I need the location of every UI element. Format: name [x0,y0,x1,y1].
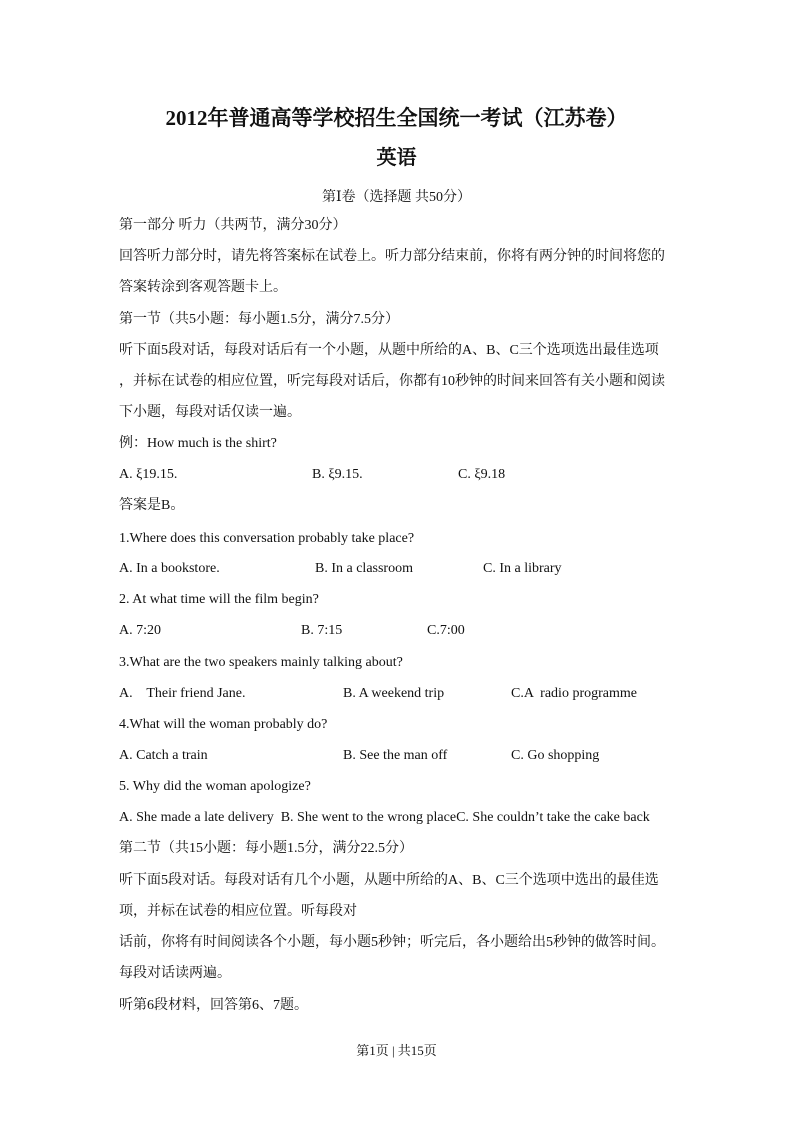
question-3: 3.What are the two speakers mainly talking about? [119,655,403,670]
question-5-options: A. She made a late delivery B. She went to the wrong placeC. She couldn’t take the cake back [119,810,650,825]
instruction-line: 答案转涂到客观答题卡上。 [119,280,287,295]
section1-heading: 第一节（共5小题：每小题1.5分，满分7.5分） [119,312,399,327]
question-2: 2. At what time will the film begin? [119,592,319,607]
option-a: A. ξ19.15. [119,467,178,482]
part1-heading: 第一部分 听力（共两节，满分30分） [119,218,347,233]
section2-heading: 第二节（共15小题：每小题1.5分，满分22.5分） [119,841,413,856]
instruction-line: 回答听力部分时，请先将答案标在试卷上。听力部分结束前，你将有两分钟的时间将您的 [119,249,665,264]
instruction-line: 话前，你将有时间阅读各个小题，每小题5秒钟；听完后，各小题给出5秒钟的做答时间。 [119,935,665,950]
instruction-line: 听下面5段对话，每段对话后有一个小题，从题中所给的A、B、C三个选项选出最佳选项 [119,343,659,358]
option-b: B. ξ9.15. [312,467,363,482]
subject-title: 英语 [376,147,417,169]
option-c: C. In a library [483,561,562,576]
question-1: 1.Where does this conversation probably take place? [119,531,415,546]
instruction-line: 听下面5段对话。每段对话有几个小题，从题中所给的A、B、C三个选项中选出的最佳选 [119,873,659,888]
option-a: A. 7:20 [119,623,161,638]
instruction-line: 下小题，每段对话仅读一遍。 [119,405,301,420]
option-b: B. See the man off [343,748,448,763]
option-a: A. In a bookstore. [119,561,220,576]
option-a: A. Their friend Jane. [119,686,246,701]
option-c: C.A radio programme [511,686,637,701]
question-4: 4.What will the woman probably do? [119,717,328,732]
question-5: 5. Why did the woman apologize? [119,779,311,794]
option-c: C. ξ9.18 [458,467,506,482]
option-c: C.7:00 [427,623,465,638]
example-answer: 答案是B。 [119,498,185,513]
instruction-line: 项，并标在试卷的相应位置。听每段对 [119,904,357,919]
instruction-line: 每段对话读两遍。 [119,966,231,981]
option-c: C. Go shopping [511,748,600,763]
option-b: B. 7:15 [301,623,343,638]
volume-heading: 第Ⅰ卷（选择题 共50分） [321,190,472,205]
option-b: B. In a classroom [315,561,413,576]
material-instruction: 听第6段材料，回答第6、7题。 [119,998,308,1013]
option-b: B. A weekend trip [343,686,445,701]
exam-title: 2012年普通高等学校招生全国统一考试（江苏卷） [165,106,628,130]
option-a: A. Catch a train [119,748,208,763]
instruction-line: ，并标在试卷的相应位置，听完每段对话后，你都有10秒钟的时间来回答有关小题和阅读 [119,374,665,389]
example-question: 例：How much is the shirt? [119,436,277,451]
page-footer: 第1页 | 共15页 [356,1043,437,1058]
